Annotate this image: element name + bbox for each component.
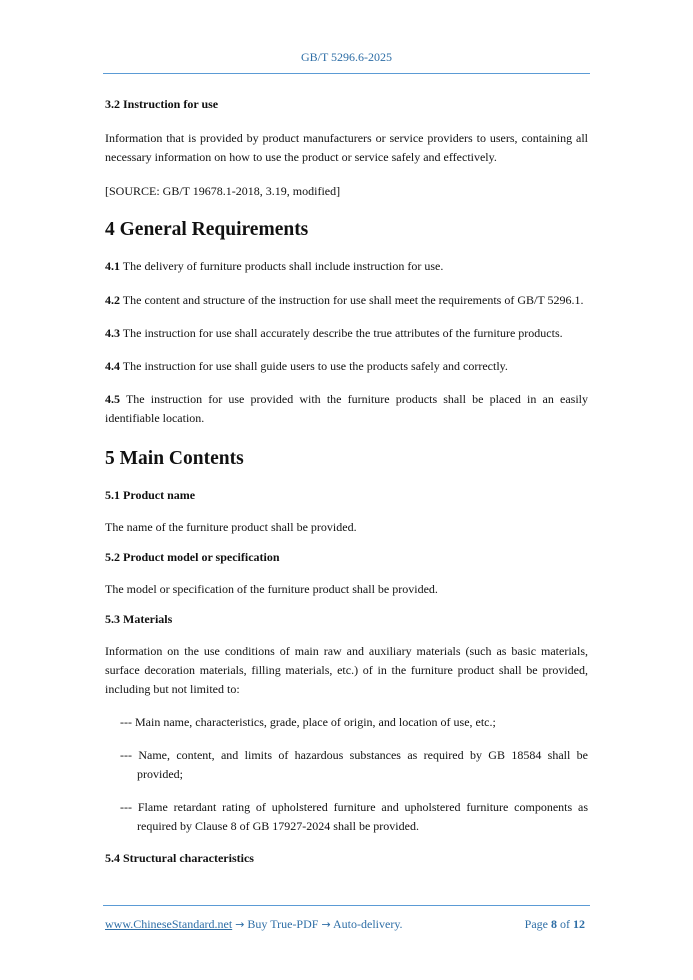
website-link[interactable]: www.ChineseStandard.net	[105, 917, 233, 931]
section-4-heading: 4 General Requirements	[105, 219, 309, 240]
list-item: --- Main name, characteristics, grade, place of origin, and location of use, etc.;	[120, 715, 496, 729]
section-5-3-heading: 5.3 Materials	[105, 612, 173, 626]
clause-number: 4.5	[105, 392, 120, 406]
clause-text: The instruction for use shall guide users to use the products safely and correctly.	[120, 359, 508, 373]
footer-divider	[103, 905, 590, 906]
clause-4-5	[105, 390, 588, 428]
clause-4-3	[105, 324, 588, 343]
list-item: --- Flame retardant rating of upholstered furniture and upholstered furniture components as required by Clause 8 of GB 17927-2024 shall be provided.	[120, 800, 588, 833]
of-label: of	[560, 917, 570, 931]
clause-number: 4.3	[105, 326, 120, 340]
clause-text: The instruction for use shall accurately describe the true attributes of the furniture products.	[120, 326, 563, 340]
section-3-2-heading: 3.2 Instruction for use	[105, 97, 219, 111]
section-3-2-source: [SOURCE: GB/T 19678.1-2018, 3.19, modified]	[105, 184, 341, 198]
section-3-2-definition: Information that is provided by product manufacturers or service providers to users, containing all necessary information on how to use the product or service safely and effectively.	[105, 131, 588, 164]
section-5-1-heading: 5.1 Product name	[105, 488, 196, 502]
clause-number: 4.1	[105, 259, 120, 273]
page-total: 12	[573, 917, 585, 931]
auto-delivery-text: Auto-delivery.	[330, 917, 403, 931]
section-5-1-text: The name of the furniture product shall be provided.	[105, 520, 357, 534]
arrow-right-icon: →	[321, 918, 331, 931]
header-divider	[103, 73, 590, 74]
clause-4-2	[105, 291, 588, 310]
clause-text: The delivery of furniture products shall include instruction for use.	[120, 259, 444, 273]
section-5-heading: 5 Main Contents	[105, 448, 244, 469]
clause-text: The content and structure of the instruction for use shall meet the requirements of GB/T 5296.1.	[120, 293, 584, 307]
section-5-2-heading: 5.2 Product model or specification	[105, 550, 280, 564]
clause-number: 4.4	[105, 359, 120, 373]
clause-4-4	[105, 357, 588, 376]
buy-true-pdf-text: Buy True-PDF	[244, 917, 322, 931]
clause-4-1	[105, 257, 588, 276]
section-5-2-text: The model or specification of the furniture product shall be provided.	[105, 582, 438, 596]
section-5-3-text: Information on the use conditions of main raw and auxiliary materials (such as basic materials, surface decoration materials, filling materials, etc.) of in the furniture product shall be provided, including but not limited to:	[105, 644, 588, 696]
clause-text: The instruction for use provided with the furniture products shall be placed in an easily identifiable location.	[105, 392, 588, 425]
clause-number: 4.2	[105, 293, 120, 307]
footer-promo	[105, 917, 403, 932]
page-header-title: GB/T 5296.6-2025	[300, 50, 393, 64]
page-number: 8	[551, 917, 557, 931]
section-5-4-heading: 5.4 Structural characteristics	[105, 851, 254, 865]
page-indicator	[525, 917, 585, 932]
arrow-right-icon: →	[235, 918, 245, 931]
page-label: Page	[524, 917, 548, 931]
page-content	[105, 96, 588, 866]
list-item: --- Name, content, and limits of hazardous substances as required by GB 18584 shall be provided;	[120, 748, 588, 781]
